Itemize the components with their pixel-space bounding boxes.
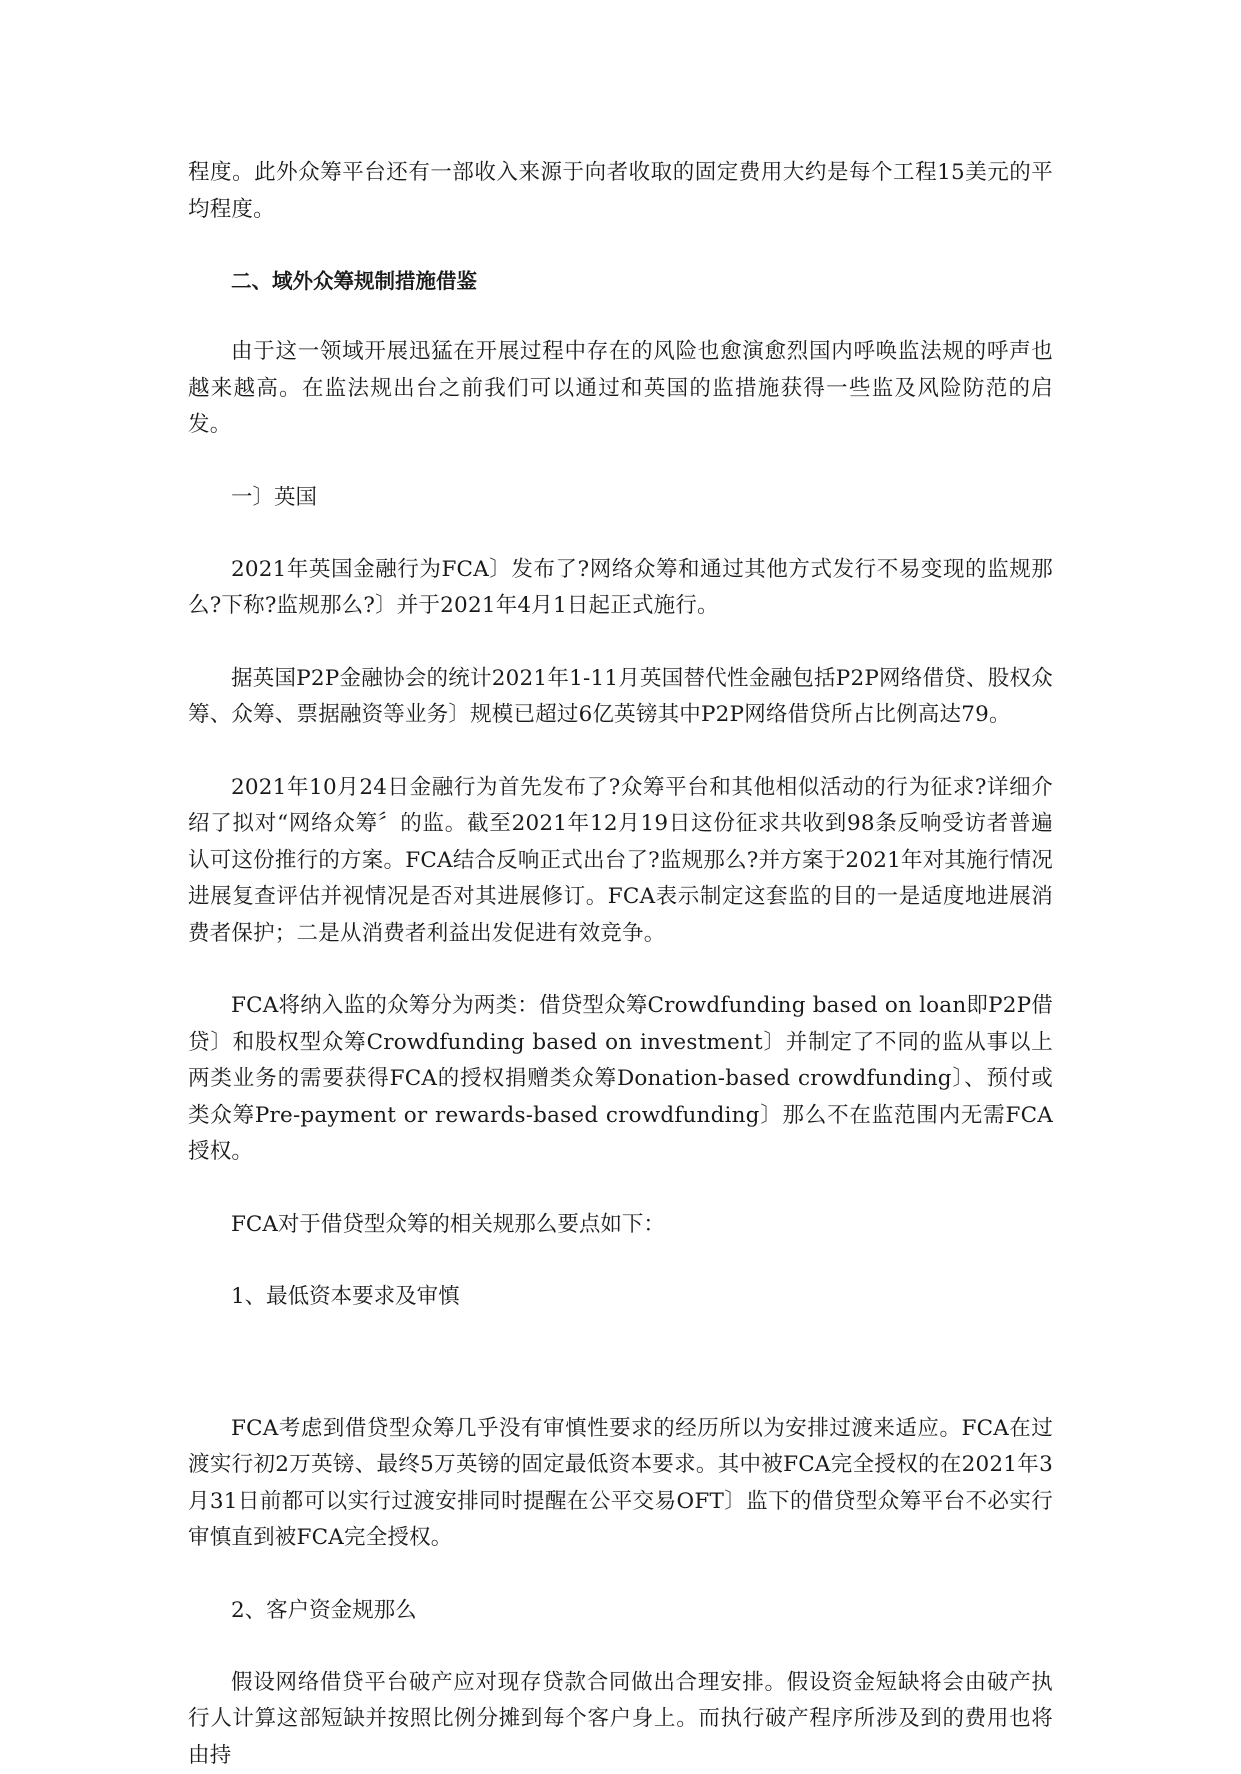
paragraph-crowdfunding-types: FCA将纳入监的众筹分为两类：借贷型众筹Crowdfunding based on loan即P2P借贷〕和股权型众筹Crowdfunding based on investment〕并制定了不同的监从事以上两类业务的需要获得FCA的授权捐赠类众筹Donation-based crowdfunding〕、预付或类众筹Pre-payment or rewards-based crowdfunding〕那么不在监范围内无需FCA授权。 bbox=[188, 988, 1053, 1171]
list-item-client-money: 2、客户资金规那么 bbox=[188, 1593, 1053, 1629]
paragraph-fca-rules: 2021年英国金融行为FCA〕发布了?网络众筹和通过其他方式发行不易变现的监规那么?下称?监规那么?〕并于2021年4月1日起正式施行。 bbox=[188, 552, 1053, 625]
document-page bbox=[188, 155, 1053, 1774]
paragraph-key-points-intro: FCA对于借贷型众筹的相关规那么要点如下： bbox=[188, 1207, 1053, 1243]
paragraph-p2p-statistics: 据英国P2P金融协会的统计2021年1-11月英国替代性金融包括P2P网络借贷、股权众筹、众筹、票据融资等业务〕规模已超过6亿英镑其中P2P网络借贷所占比例高达79。 bbox=[188, 661, 1053, 734]
section-heading: 二、域外众筹规制措施借鉴 bbox=[188, 263, 1053, 299]
paragraph-bankruptcy: 假设网络借贷平台破产应对现存贷款合同做出合理安排。假设资金短缺将会由破产执行人计算这部短缺并按照比例分摊到每个客户身上。而执行破产程序所涉及到的费用也将由持 bbox=[188, 1665, 1053, 1774]
paragraph-intro: 由于这一领域开展迅猛在开展过程中存在的风险也愈演愈烈国内呼唤监法规的呼声也越来越高。在监法规出台之前我们可以通过和英国的监措施获得一些监及风险防范的启发。 bbox=[188, 334, 1053, 444]
list-item-capital-requirements: 1、最低资本要求及审慎 bbox=[188, 1279, 1053, 1315]
paragraph-consultation: 2021年10月24日金融行为首先发布了?众筹平台和其他相似活动的行为征求?详细介绍了拟对“网络众筹〞的监。截至2021年12月19日这份征求共收到98条反响受访者普遍认可这份推行的方案。FCA结合反响正式出台了?监规那么?并方案于2021年对其施行情况进展复查评估并视情况是否对其进展修订。FCA表示制定这套监的目的一是适度地进展消费者保护；二是从消费者利益出发促进有效竞争。 bbox=[188, 770, 1053, 953]
paragraph-fee-note: 程度。此外众筹平台还有一部收入来源于向者收取的固定费用大约是每个工程15美元的平均程度。 bbox=[188, 155, 1053, 228]
paragraph-transition: FCA考虑到借贷型众筹几乎没有审慎性要求的经历所以为安排过渡来适应。FCA在过渡实行初2万英镑、最终5万英镑的固定最低资本要求。其中被FCA完全授权的在2021年3月31日前都可以实行过渡安排同时提醒在公平交易OFT〕监下的借贷型众筹平台不必实行审慎直到被FCA完全授权。 bbox=[188, 1411, 1053, 1557]
subheading-uk: 一〕英国 bbox=[188, 480, 1053, 516]
